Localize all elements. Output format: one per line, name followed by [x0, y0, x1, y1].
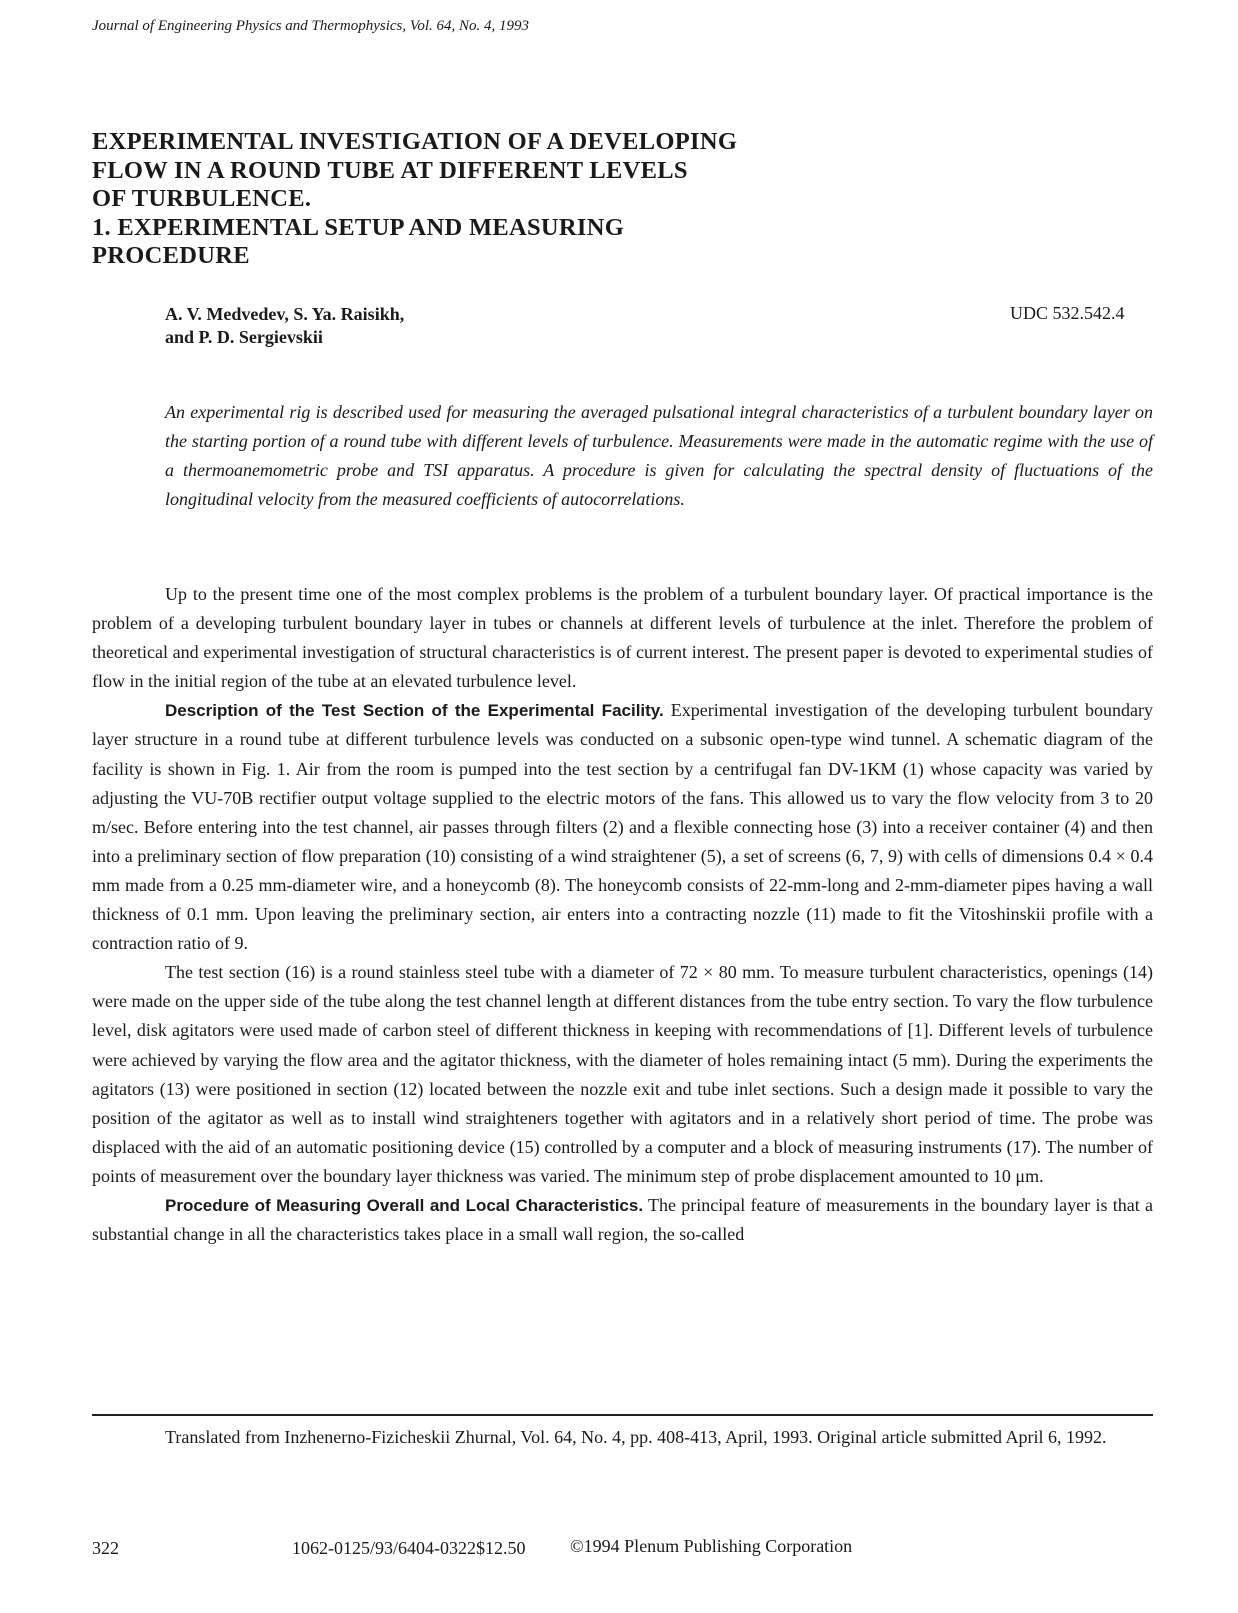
body-text — [92, 580, 1153, 1249]
paragraph — [92, 1191, 1153, 1249]
title-line: FLOW IN A ROUND TUBE AT DIFFERENT LEVELS — [92, 156, 688, 184]
footnote: Translated from Inzhenerno-Fizicheskii Zhurnal, Vol. 64, No. 4, pp. 408-413, April, 1993. Original article submitted April 6, 1992. — [165, 1427, 1107, 1447]
title-line: PROCEDURE — [92, 242, 250, 269]
title-line: OF TURBULENCE. — [92, 185, 312, 212]
paragraph: Up to the present time one of the most complex problems is the problem of a turbulent boundary layer. Of practical importance is the problem of a developing turbulent boundary layer in tubes or channels at different levels of turbulence at the inlet. Therefore the problem of theoretical and experimental investigation of structural characteristics is of current interest. The present paper is devoted to experimental studies of flow in the initial region of the tube at an elevated turbulence level. — [92, 584, 1153, 692]
paper-title — [92, 128, 852, 271]
paragraph-text: Experimental investigation of the developing turbulent boundary layer structure in a round tube at different turbulence levels was conducted on a subsonic open-type wind tunnel. A schematic diagram of the facility is shown in Fig. 1. Air from the room is pumped into the test section by a centrifugal fan DV-1KM (1) whose capacity was varied by adjusting the VU-70B rectifier output voltage supplied to the electric motors of the fans. This allowed us to vary the flow velocity from 3 to 20 m/sec. Before entering into the test channel, air passes through filters (2) and a flexible connecting hose (3) into a receiver container (4) and then into a preliminary section of flow preparation (10) consisting of a wind straightener (5), a set of screens (6, 7, 9) with cells of dimensions 0.4 × 0.4 mm made from a 0.25 mm-diameter wire, and a honeycomb (8). The honeycomb consists of 22-mm-long and 2-mm-diameter pipes having a wall thickness of 0.1 mm. Upon leaving the preliminary section, air enters into a contracting nozzle (11) made to fit the Vitoshinskii profile with a contraction ratio of 9. — [92, 700, 1153, 954]
authors — [165, 303, 404, 349]
copyright: ©1994 Plenum Publishing Corporation — [570, 1536, 853, 1556]
page-number: 322 — [92, 1538, 119, 1558]
paragraph — [92, 696, 1153, 958]
section-heading: Description of the Test Section of the Experimental Facility. — [165, 701, 664, 721]
journal-header: Journal of Engineering Physics and Thermophysics, Vol. 64, No. 4, 1993 — [92, 18, 530, 34]
udc-code: UDC 532.542.4 — [1010, 303, 1125, 323]
section-heading: Procedure of Measuring Overall and Local Characteristics. — [165, 1195, 644, 1215]
title-line: 1. EXPERIMENTAL SETUP AND MEASURING — [92, 213, 625, 241]
paragraph-text: The principal feature of measurements in the boundary layer is that a substantial change in all the characteristics takes place in a small wall region, the so-called — [92, 1194, 1154, 1245]
authors-line: and P. D. Sergievskii — [165, 327, 323, 347]
title-line: EXPERIMENTAL INVESTIGATION OF A DEVELOPING — [92, 128, 738, 155]
footnote-divider — [92, 1414, 1153, 1416]
article-code: 1062-0125/93/6404-0322$12.50 — [292, 1538, 526, 1558]
paragraph: The test section (16) is a round stainless steel tube with a diameter of 72 × 80 mm. To measure turbulent characteristics, openings (14) were made on the upper side of the tube along the test channel length at different distances from the tube entry section. To vary the flow turbulence level, disk agitators were used made of carbon steel of different thickness in keeping with recommendations of [1]. Different levels of turbulence were achieved by varying the flow area and the agitator thickness, with the diameter of holes remaining intact (5 mm). During the experiments the agitators (13) were positioned in section (12) located between the nozzle exit and tube inlet sections. Such a design made it possible to vary the position of the agitator as well as to install wind straighteners together with agitators and in a relatively short period of time. The probe was displaced with the aid of an automatic positioning device (15) controlled by a computer and a block of measuring instruments (17). The number of points of measurement over the boundary layer thickness was varied. The minimum step of probe displacement amounted to 10 μm. — [92, 962, 1153, 1186]
authors-line: A. V. Medvedev, S. Ya. Raisikh, — [165, 304, 405, 324]
abstract: An experimental rig is described used for measuring the averaged pulsational integral characteristics of a turbulent boundary layer on the starting portion of a round tube with different levels of turbulence. Measurements were made in the automatic regime with the use of a thermoanemometric probe and TSI apparatus. A procedure is given for calculating the spectral density of fluctuations of the longitudinal velocity from the measured coefficients of autocorrelations. — [165, 402, 1153, 509]
